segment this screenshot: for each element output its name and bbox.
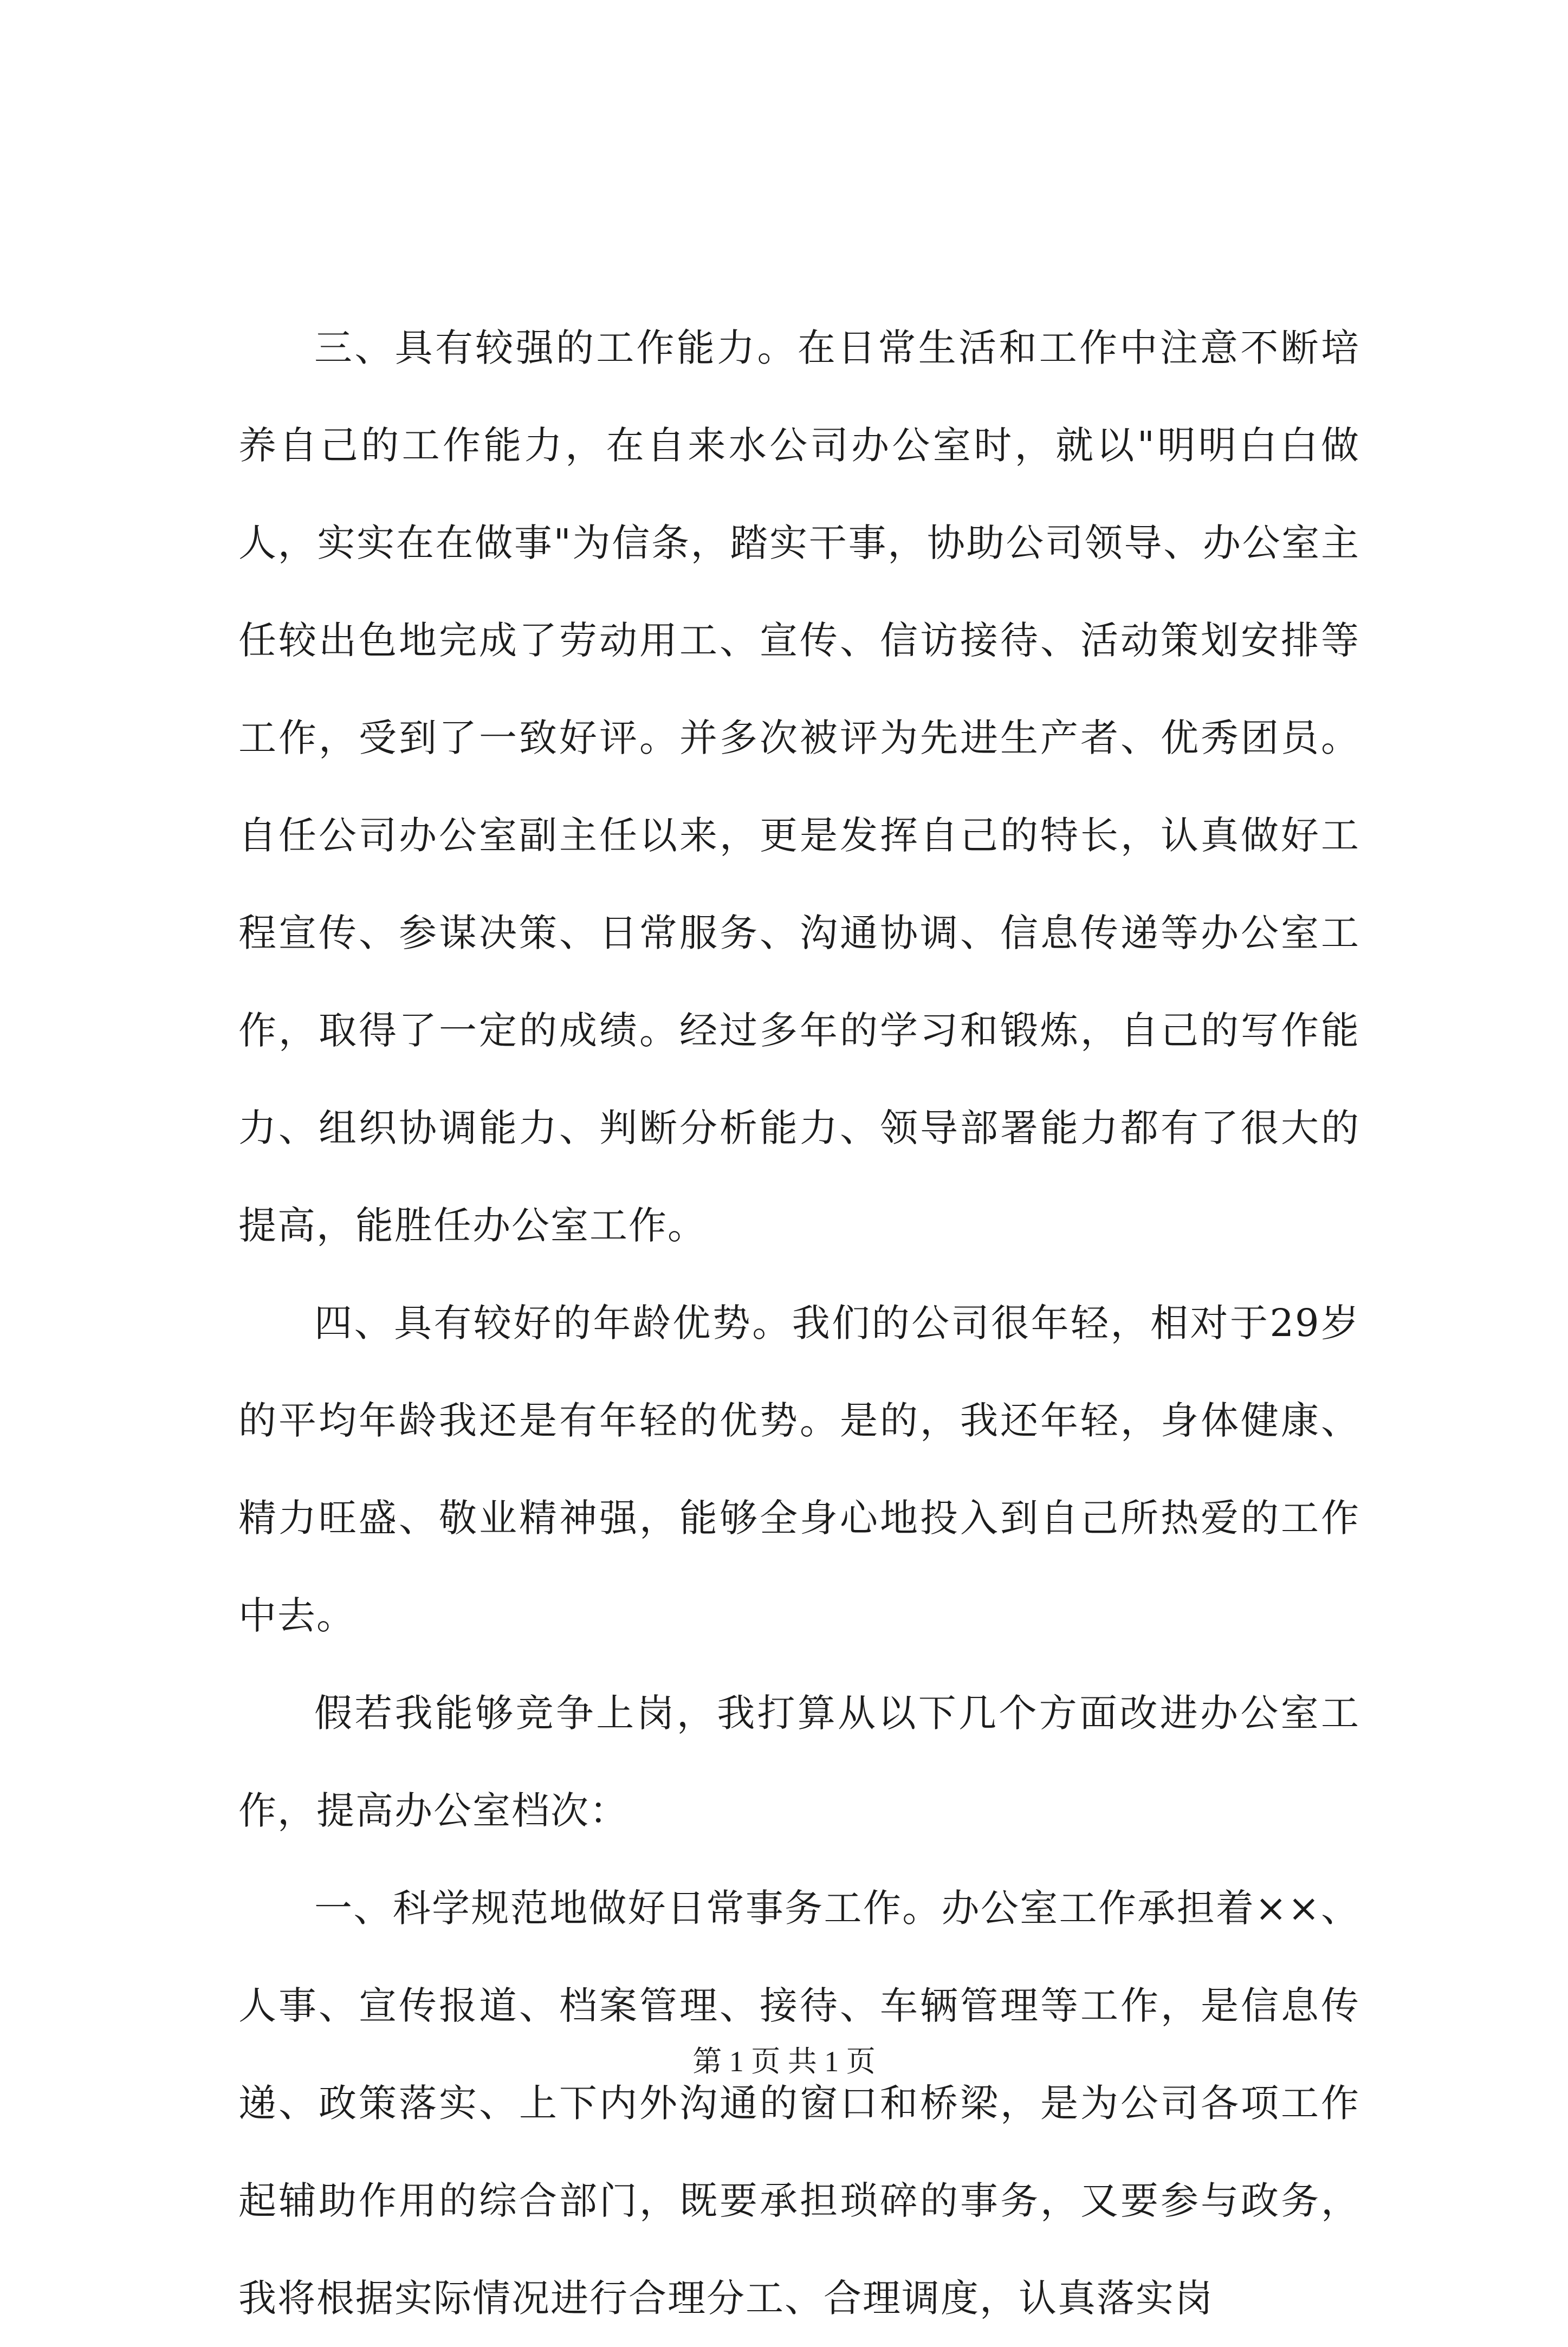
paragraph-ability: 三、具有较强的工作能力。在日常生活和工作中注意不断培养自己的工作能力，在自来水公司办公室时，就以"明明白白做人，实实在在做事"为信条，踏实干事，协助公司领导、办公室主任较出色地完成了劳动用工、宣传、信访接待、活动策划安排等工作，受到了一致好评。并多次被评为先进生产者、优秀团员。自任公司办公室副主任以来，更是发挥自己的特长，认真做好工程宣传、参谋决策、日常服务、沟通协调、信息传递等办公室工作，取得了一定的成绩。经过多年的学习和锻炼，自己的写作能力、组织协调能力、判断分析能力、领导部署能力都有了很大的提高，能胜任办公室工作。 — [238, 326, 1360, 1248]
page-number-footer: 第 1 页 共 1 页 — [692, 2045, 876, 2078]
paragraph-age: 四、具有较好的年龄优势。我们的公司很年轻，相对于29岁的平均年龄我还是有年轻的优势。是的，我还年轻，身体健康、精力旺盛、敬业精神强，能够全身心地投入到自己所热爱的工作中去。 — [238, 1301, 1360, 1638]
document-body — [238, 299, 1360, 2347]
paragraph-plan-intro: 假若我能够竞争上岗，我打算从以下几个方面改进办公室工作，提高办公室档次： — [238, 1691, 1360, 1833]
paragraph-daily-affairs: 一、科学规范地做好日常事务工作。办公室工作承担着××、人事、宣传报道、档案管理、接待、车辆管理等工作，是信息传递、政策落实、上下内外沟通的窗口和桥梁，是为公司各项工作起辅助作用的综合部门，既要承担琐碎的事务，又要参与政务，我将根据实际情况进行合理分工、合理调度，认真落实岗 — [238, 1886, 1360, 2320]
